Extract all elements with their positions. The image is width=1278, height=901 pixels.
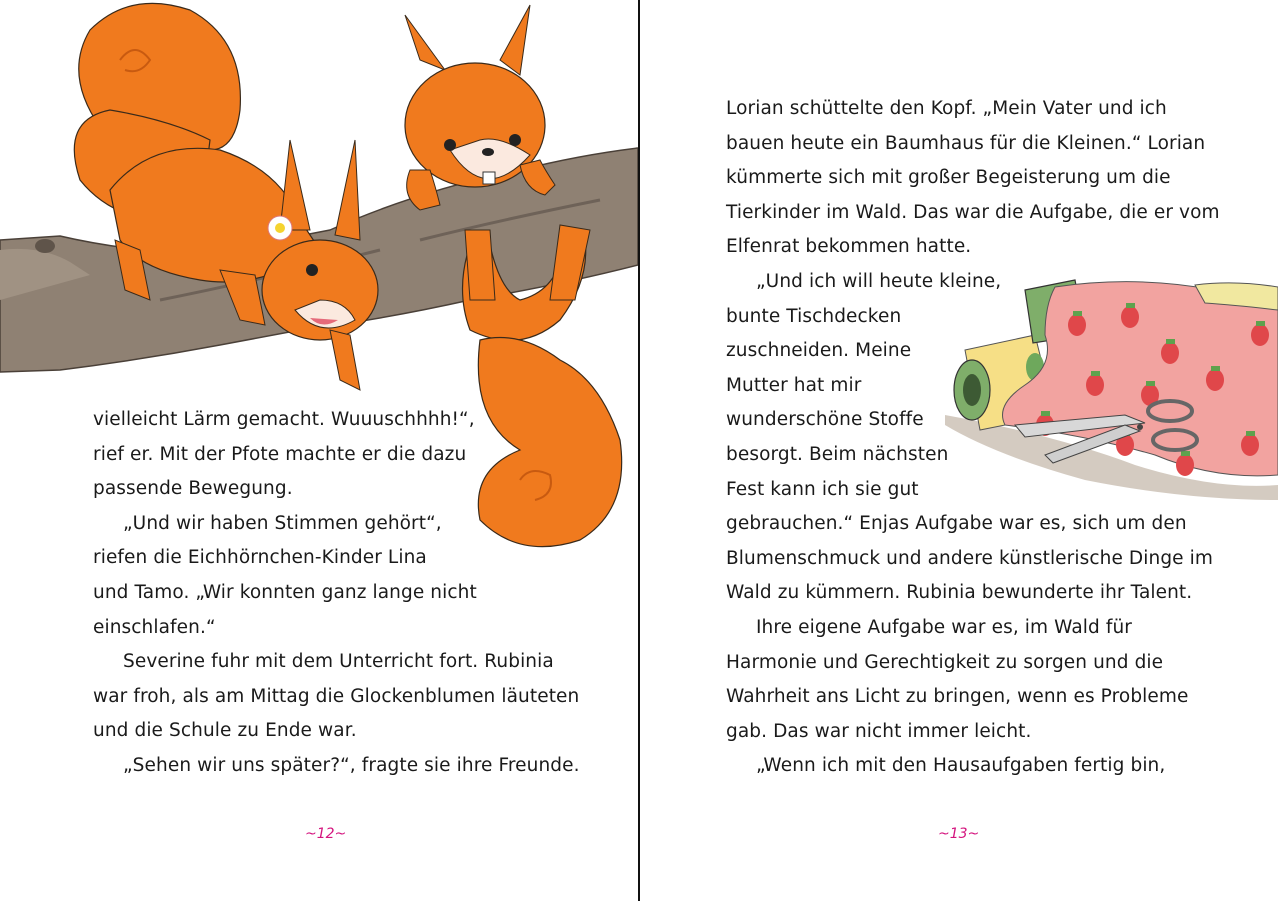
text-line: Wald zu kümmern. Rubinia bewunderte ihr Talent. [726, 582, 1193, 604]
text-line: Fest kann ich sie gut [726, 478, 919, 500]
text-line: gab. Das war nicht immer leicht. [726, 720, 1032, 742]
text-line: und Tamo. „Wir konnten ganz lange nicht [93, 581, 477, 603]
text-line: Tierkinder im Wald. Das war die Aufgabe, die er vom [726, 201, 1220, 223]
left-page [0, 0, 638, 901]
text-line: rief er. Mit der Pfote machte er die dazu [93, 443, 467, 465]
left-page-text [93, 403, 580, 784]
text-line: kümmerte sich mit großer Begeisterung um die [726, 167, 1171, 189]
text-line: vielleicht Lärm gemacht. Wuuuschhhh!“, [93, 409, 475, 430]
fabric-scissors-illustration [935, 275, 1278, 500]
text-line: „Und wir haben Stimmen gehört“, [123, 512, 442, 534]
text-line: und die Schule zu Ende war. [93, 720, 357, 742]
text-line: passende Bewegung. [93, 478, 293, 500]
page-number-left: ~12~ [305, 826, 347, 842]
text-line: Lorian schüttelte den Kopf. „Mein Vater und ich [726, 98, 1167, 119]
text-line: war froh, als am Mittag die Glockenblumen läuteten [93, 685, 580, 707]
text-line: Severine fuhr mit dem Unterricht fort. Rubinia [123, 651, 554, 673]
text-line: Harmonie und Gerechtigkeit zu sorgen und die [726, 651, 1164, 673]
text-line: Elfenrat bekommen hatte. [726, 236, 972, 258]
text-line: bunte Tischdecken [726, 305, 902, 327]
text-line: Mutter hat mir [726, 374, 862, 396]
text-line: wunderschöne Stoffe [726, 409, 924, 431]
text-line: besorgt. Beim nächsten [726, 443, 949, 465]
text-line: „Sehen wir uns später?“, fragte sie ihre Freunde. [123, 754, 580, 776]
text-line: Ihre eigene Aufgabe war es, im Wald für [756, 616, 1132, 638]
text-line: riefen die Eichhörnchen-Kinder Lina [93, 547, 427, 569]
text-line: Wahrheit ans Licht zu bringen, wenn es Probleme [726, 686, 1189, 708]
text-line: „Wenn ich mit den Hausaufgaben fertig bin, [756, 755, 1166, 777]
right-page [640, 0, 1278, 901]
text-line: bauen heute ein Baumhaus für die Kleinen.“ Lorian [726, 132, 1206, 154]
text-line: einschlafen.“ [93, 616, 216, 638]
text-line: zuschneiden. Meine [726, 340, 912, 362]
text-line: „Und ich will heute kleine, [756, 270, 1002, 292]
text-line: Blumenschmuck und andere künstlerische Dinge im [726, 547, 1213, 569]
text-line: gebrauchen.“ Enjas Aufgabe war es, sich um den [726, 513, 1187, 535]
page-number-right: ~13~ [938, 826, 980, 842]
